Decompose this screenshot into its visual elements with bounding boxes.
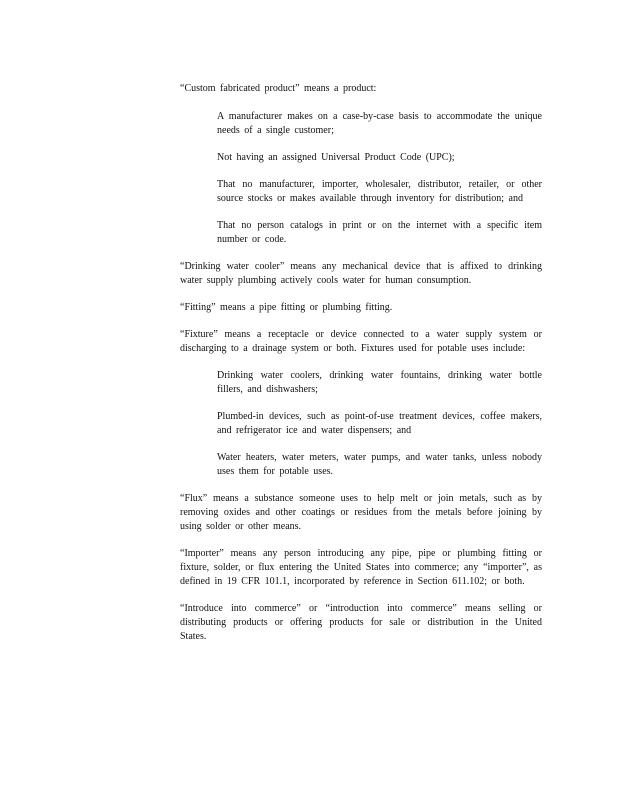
definition-fixture: “Fixture” means a receptacle or device connected to a water supply system or discharging to a drainage system or both. Fixtures used for potable uses include: <box>180 329 542 354</box>
custom-fabricated-item-3: That no manufacturer, importer, wholesaler, distributor, retailer, or other source stocks or makes available through inventory for distribution; and <box>217 179 542 204</box>
custom-fabricated-item-4: That no person catalogs in print or on the internet with a specific item number or code. <box>217 220 542 245</box>
custom-fabricated-item-1: A manufacturer makes on a case-by-case basis to accommodate the unique needs of a single customer; <box>217 111 542 136</box>
definition-fitting: “Fitting” means a pipe fitting or plumbing fitting. <box>180 302 393 313</box>
fixture-item-3: Water heaters, water meters, water pumps, and water tanks, unless nobody uses them for potable uses. <box>217 452 542 477</box>
custom-fabricated-item-2: Not having an assigned Universal Product Code (UPC); <box>217 152 455 163</box>
definition-drinking-water-cooler: “Drinking water cooler” means any mechanical device that is affixed to drinking water supply plumbing actively cools water for human consumption. <box>180 261 542 286</box>
document-page <box>180 82 542 657</box>
definition-flux: “Flux” means a substance someone uses to help melt or join metals, such as by removing oxides and other coatings or residues from the metals before joining by using solder or other means. <box>180 493 542 532</box>
definition-importer: “Importer” means any person introducing any pipe, pipe or plumbing fitting or fixture, solder, or flux entering the United States into commerce; any “importer”, as defined in 19 CFR 101.1, incorporated by reference in Section 611.102; or both. <box>180 548 542 587</box>
definition-introduce-into-commerce: “Introduce into commerce” or “introduction into commerce” means selling or distributing products or offering products for sale or distribution in the United States. <box>180 603 542 642</box>
fixture-item-2: Plumbed-in devices, such as point-of-use treatment devices, coffee makers, and refrigerator ice and water dispensers; and <box>217 411 542 436</box>
definition-custom-fabricated-product: “Custom fabricated product” means a product: <box>180 83 377 94</box>
fixture-item-1: Drinking water coolers, drinking water fountains, drinking water bottle fillers, and dishwashers; <box>217 370 542 395</box>
